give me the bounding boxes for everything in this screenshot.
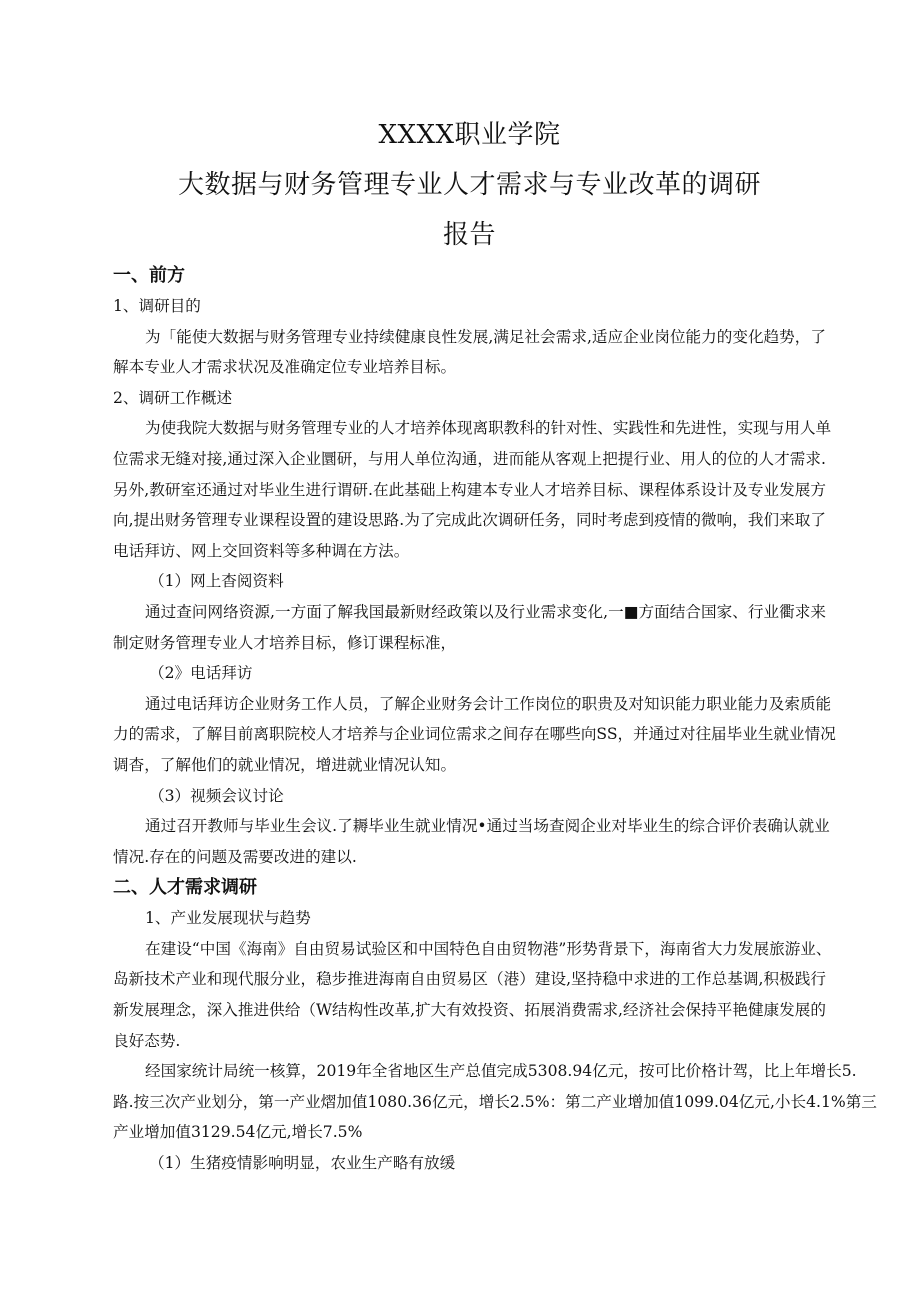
title-line-subject: 大数据与财务管理专业人才需求与专业改革的调研 xyxy=(177,170,761,200)
paragraph xyxy=(113,934,832,1056)
section-heading xyxy=(113,260,826,291)
text-line: 经国家统计局统一核算，2019年全省地区生产总值完成5308.94亿元，按可比价格计驾，比上年增长5. xyxy=(145,1062,857,1081)
paragraph xyxy=(113,413,832,566)
subsection-label xyxy=(113,781,826,812)
text-line: 一、前方 xyxy=(113,265,185,286)
text-line: 制定财务管理专业人才培养目标，修订课程标准， xyxy=(113,633,457,652)
document-body xyxy=(113,260,877,1179)
paragraph xyxy=(113,689,836,781)
text-line: 二、人才需求调研 xyxy=(113,877,257,899)
text-line: 新发展理念，深入推进供给（W结构性改革,扩大有效投资、拓展消费需求,经济社会保持平艳健康发展的 xyxy=(113,1001,826,1020)
paragraph xyxy=(113,597,826,658)
subsection-label xyxy=(113,658,826,689)
text-line: 为「能使大数据与财务管理专业持续健康良性发展,满足社会需求,适应企业岗位能力的变化趋势，了 xyxy=(145,327,826,346)
text-line: 力的需求，了解目前离职院校人才培养与企业词位需求之间存在哪些向SS，并通过对往届毕业生就业情况 xyxy=(113,725,836,744)
text-line: （1）生猪疫情影响明显，农业生产略有放缓 xyxy=(149,1154,456,1173)
paragraph xyxy=(113,811,830,872)
text-line: 路.按三次产业划分，第一产业熠加值1080.36亿元，增长2.5%：第二产业增加值1099.04亿元,小长4.1%第三 xyxy=(113,1092,877,1111)
document-title xyxy=(113,110,826,260)
text-line: （2》电话拜访 xyxy=(149,664,253,683)
text-line: 为使我院大数据与财务管理专业的人才培养体现离职教科的针对性、实践性和先进性，实现与用人单 xyxy=(145,419,832,438)
text-line: 通过召开教师与毕业生会议.了耨毕业生就业情况•通过当场查阅企业对毕业生的综合评价表确认就业 xyxy=(145,817,830,836)
text-line: 另外,教研室还通过对毕业生进行谓研.在此基础上构建本专业人才培养目标、课程体系设计及专业发展方 xyxy=(113,480,826,499)
subsection-label xyxy=(113,1148,826,1179)
paragraph xyxy=(113,903,826,934)
text-line: 位需求无缝对接,通过深入企业圜研，与用人单位沟通，进而能从客观上把提行业、用人的位的人才需求. xyxy=(113,449,826,468)
text-line: 通过查问网络资源,一方面了解我国最新财经政策以及行业需求变化,一■方面结合国家、行业衢求来 xyxy=(145,602,826,621)
text-line: 向,提出财务管理专业课程设置的建设思路.为了完成此次调研任务，同时考虑到疫情的微响，我们来取了 xyxy=(113,511,826,530)
title-line-report: 报告 xyxy=(442,220,496,250)
text-line: 调杳，了解他们的就业情况，增进就业情况认知。 xyxy=(113,755,457,774)
text-line: 1、调研目的 xyxy=(113,297,201,315)
document-page xyxy=(113,110,877,1179)
text-line: 情况.存在的问题及需要改进的建以. xyxy=(113,847,357,866)
section-heading xyxy=(113,872,826,903)
text-line: 良好态势. xyxy=(113,1031,181,1050)
paragraph xyxy=(113,1056,877,1148)
text-line: （3）视频会议讨论 xyxy=(149,786,284,805)
subsection-label xyxy=(113,383,826,414)
subsection-label xyxy=(113,291,826,322)
text-line: 1、产业发展现状与趋势 xyxy=(145,909,311,928)
text-line: （1）网上杳阅资料 xyxy=(149,572,284,591)
text-line: 在建设“中国《海南》自由贸易试验区和中国特色自由贸物港”形势背景下，海南省大力发展旅游业、 xyxy=(145,939,832,958)
text-line: 解本专业人才需求状况及准确定位专业培养目标。 xyxy=(113,358,457,377)
text-line: 岛新技术产业和现代服分业，稳步推进海南自由贸易区（港）建设,坚持稳中求进的工作总基调,积极践行 xyxy=(113,970,826,989)
text-line: 通过电话拜访企业财务工作人员，了解企业财务会计工作岗位的职贵及对知识能力职业能力及索质能 xyxy=(145,694,832,713)
text-line: 电话拜访、网上交回资料等多种调在方法。 xyxy=(113,541,410,560)
subsection-label xyxy=(113,566,826,597)
text-line: 2、调研工作概述 xyxy=(113,388,233,407)
paragraph xyxy=(113,322,826,383)
text-line: 产业增加值3129.54亿元,增长7.5% xyxy=(113,1123,363,1142)
title-line-school: XXXX职业学院 xyxy=(378,120,561,150)
